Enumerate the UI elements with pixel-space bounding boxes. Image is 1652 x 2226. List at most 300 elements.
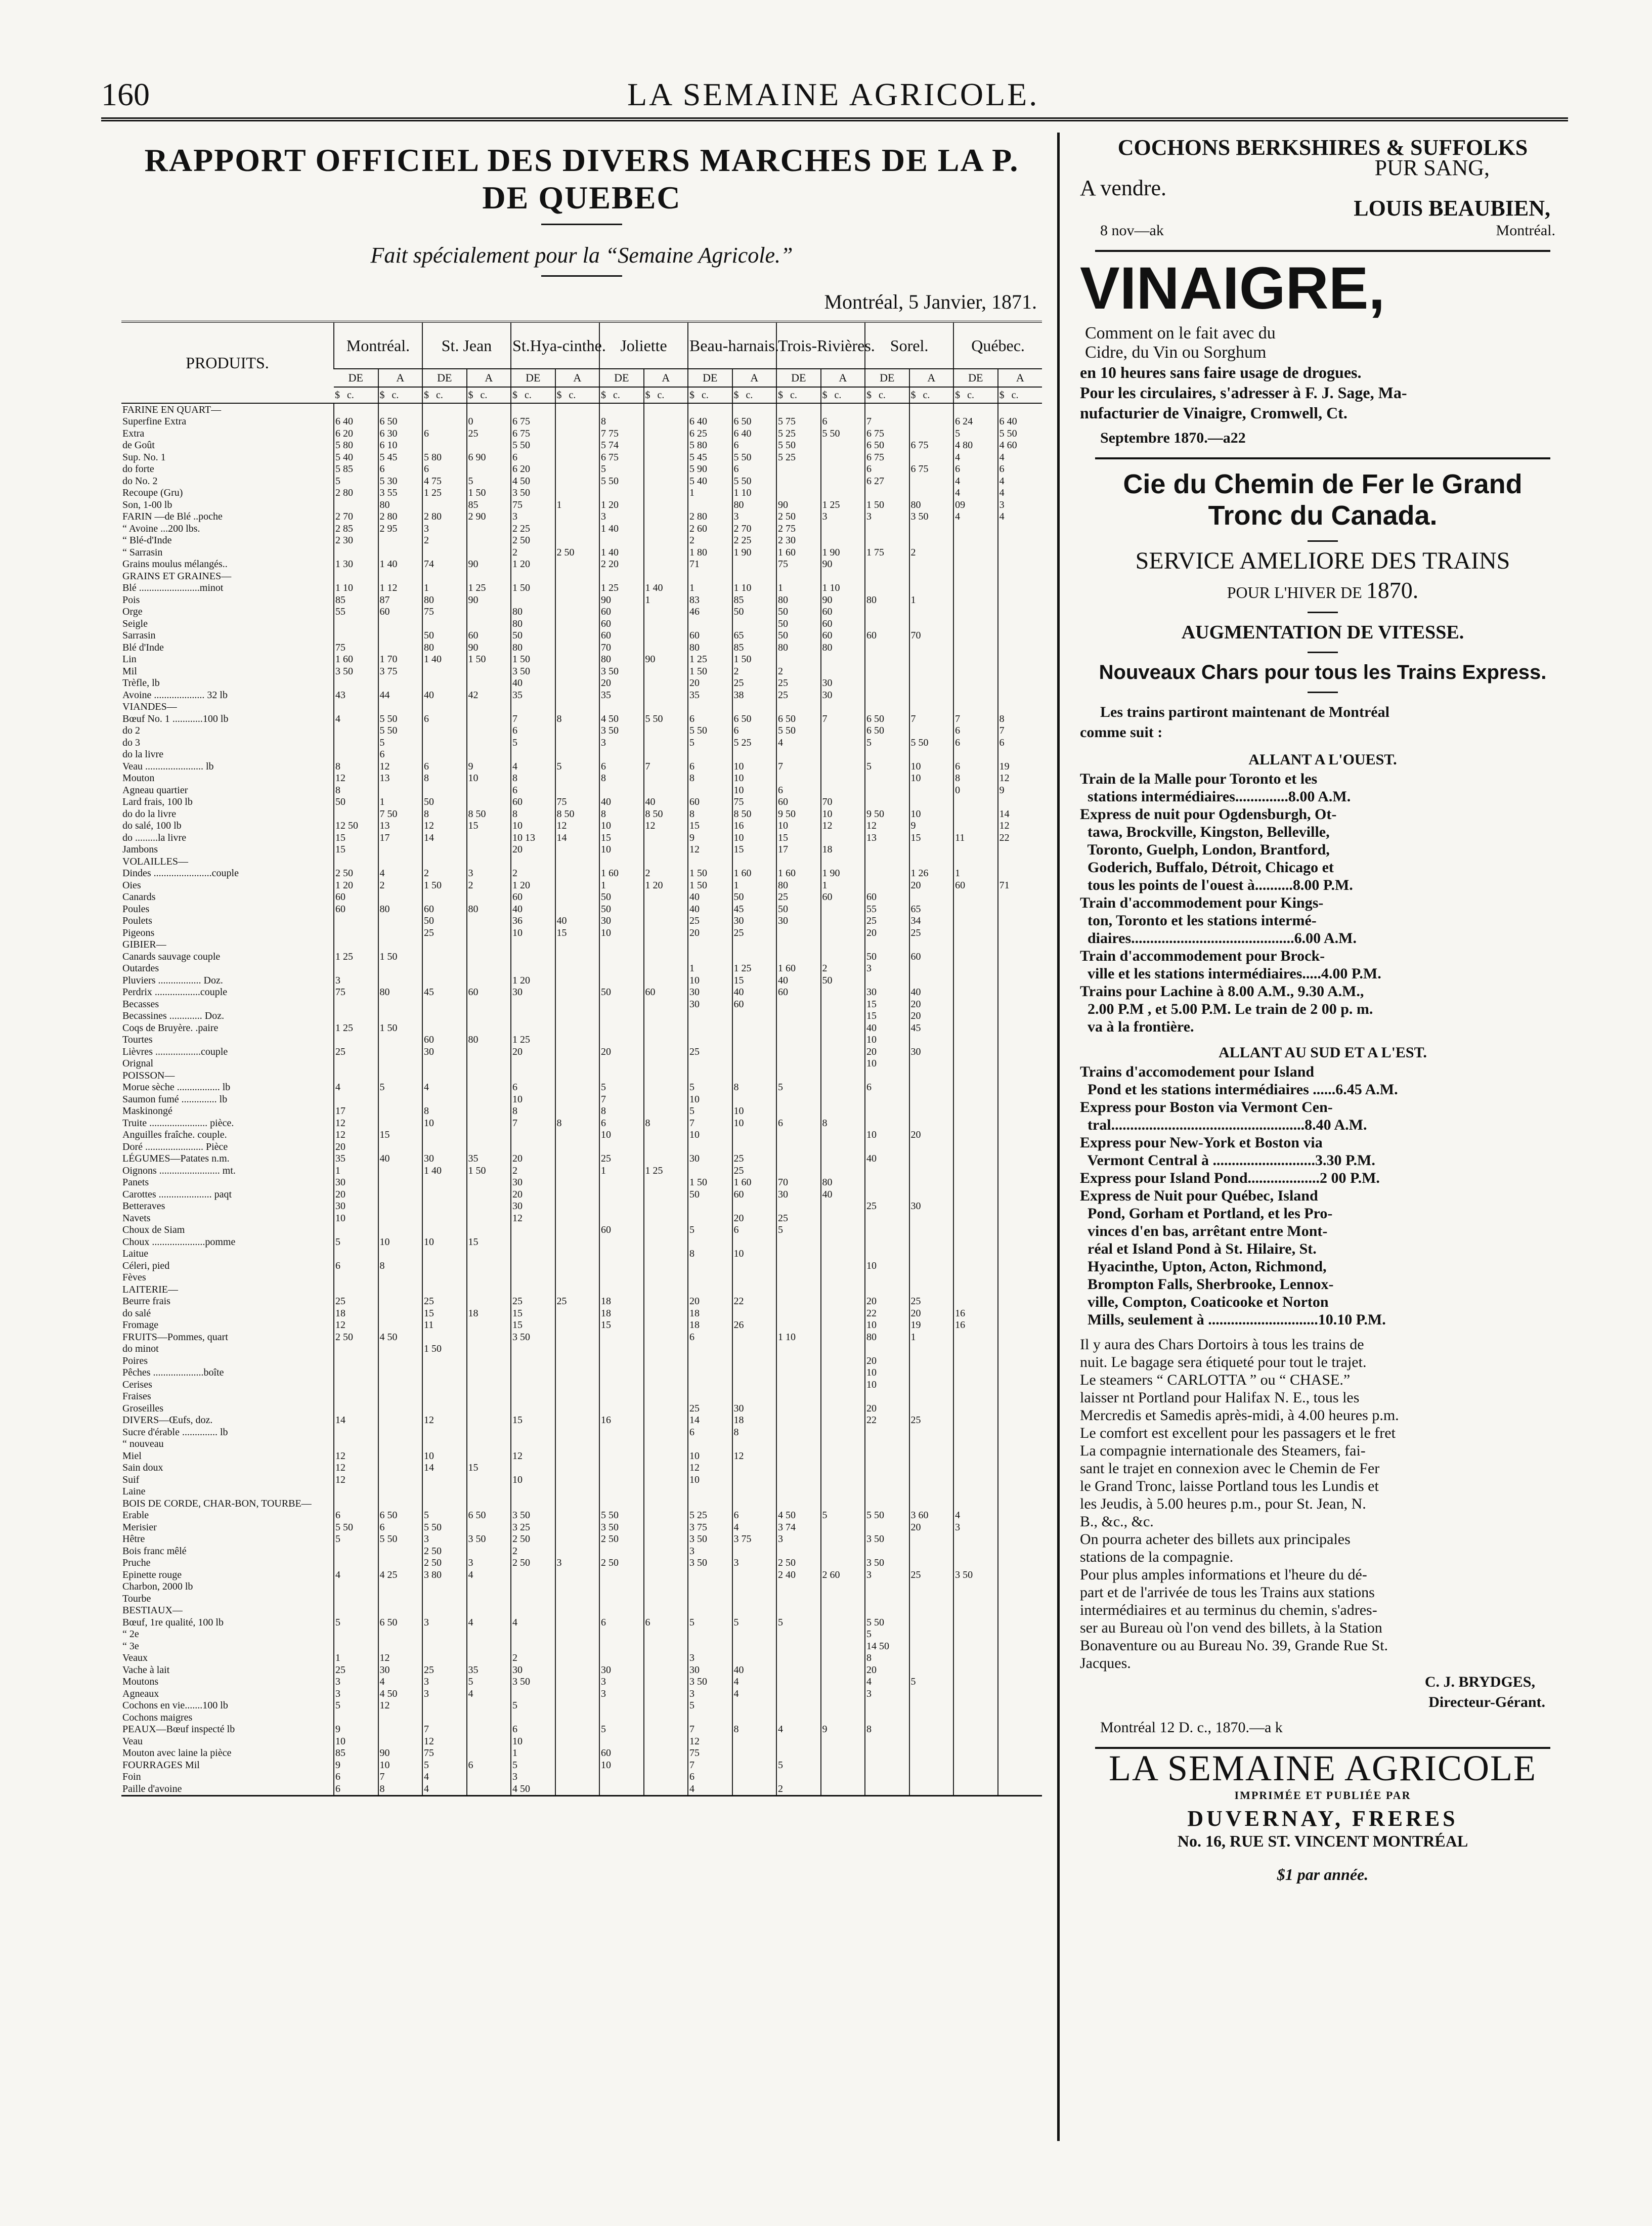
price-cell: 2 — [776, 1783, 821, 1795]
a-header: A — [909, 369, 954, 387]
price-cell — [555, 855, 600, 868]
price-cell — [776, 1391, 821, 1403]
price-cell — [555, 1177, 600, 1189]
price-cell: 25 — [909, 927, 954, 939]
price-cell: 6 — [732, 1224, 777, 1236]
product-name: do salé, 100 lb — [122, 820, 182, 832]
unit-dollar: $ — [512, 390, 518, 401]
price-cell: 4 50 — [511, 1783, 555, 1795]
price-cell: 6 — [865, 1082, 909, 1094]
price-cell: 8 50 — [555, 808, 600, 820]
price-cell — [467, 939, 511, 951]
table-row — [121, 654, 1042, 666]
price-cell: 5 — [334, 1533, 378, 1546]
price-cell — [555, 427, 600, 440]
price-cell — [644, 1438, 688, 1450]
price-cell — [998, 1545, 1042, 1557]
price-cell — [688, 1212, 732, 1224]
price-cell: 25 — [555, 1296, 600, 1308]
price-cell: 9 — [998, 784, 1042, 796]
product-name: Erable — [122, 1510, 149, 1521]
price-cell: 6 — [334, 1260, 378, 1272]
price-cell — [555, 1640, 600, 1652]
table-row — [121, 487, 1042, 499]
price-cell: 30 — [776, 915, 821, 927]
product-name: Sain doux — [122, 1462, 163, 1474]
price-cell — [953, 1391, 998, 1403]
text-line: tous les points de l'ouest à..........8.00 P.M. — [1080, 877, 1353, 893]
price-cell — [953, 1046, 998, 1058]
text-line: Express pour New-York et Boston via — [1080, 1134, 1323, 1151]
text-line: Hyacinthe, Upton, Acton, Richmond, — [1080, 1258, 1327, 1275]
price-cell — [511, 701, 555, 713]
table-row — [121, 403, 1042, 416]
price-cell — [555, 1283, 600, 1296]
price-cell — [821, 760, 865, 773]
price-cell: 60 — [599, 630, 644, 642]
price-cell — [555, 1629, 600, 1641]
price-cell — [909, 1082, 954, 1094]
price-cell — [688, 403, 732, 416]
price-cell — [599, 1462, 644, 1474]
price-cell — [599, 1188, 644, 1201]
price-cell — [334, 1379, 378, 1391]
price-cell — [422, 951, 467, 963]
price-cell: 25 — [909, 1415, 954, 1427]
price-cell — [865, 1224, 909, 1236]
price-cell: 30 — [688, 998, 732, 1010]
text-line: Jacques. — [1080, 1655, 1131, 1672]
price-cell: 3 75 — [732, 1533, 777, 1546]
price-cell — [688, 1343, 732, 1355]
product-name: Tourtes — [122, 1034, 153, 1046]
product-name: Epinette rouge — [122, 1569, 182, 1580]
price-cell — [953, 1117, 998, 1129]
price-cell — [555, 725, 600, 737]
price-cell: 5 — [599, 463, 644, 476]
price-cell — [776, 1676, 821, 1688]
price-cell: 1 60 — [776, 868, 821, 880]
market-trois-rivieres: Trois-Rivières. — [776, 322, 865, 369]
price-cell — [865, 1783, 909, 1795]
text-line: sant le trajet en connexion avec le Chemin de Fer — [1080, 1460, 1380, 1477]
price-cell — [953, 1093, 998, 1105]
price-cell: 3 50 — [599, 665, 644, 677]
product-name: DIVERS—Œufs, doz. — [122, 1415, 213, 1426]
price-cell: 40 — [821, 1188, 865, 1201]
price-cell — [909, 1605, 954, 1617]
price-cell: 4 — [511, 1616, 555, 1629]
table-row — [121, 1438, 1042, 1450]
price-cell — [644, 1652, 688, 1664]
price-cell — [599, 1629, 644, 1641]
price-cell — [599, 403, 644, 416]
price-cell — [998, 1153, 1042, 1165]
unit-dollar: $ — [910, 390, 916, 401]
price-cell — [644, 1593, 688, 1605]
product-name: Céleri, pied — [122, 1260, 170, 1271]
price-cell — [378, 1093, 423, 1105]
text-line: laisser nt Portland pour Halifax N. E., tous les — [1080, 1389, 1360, 1406]
price-cell: 10 — [599, 820, 644, 832]
price-cell: 5 40 — [688, 475, 732, 487]
price-cell: 20 — [909, 998, 954, 1010]
price-cell: 20 — [865, 1664, 909, 1676]
table-row — [121, 820, 1042, 832]
price-cell: 6 — [511, 1082, 555, 1094]
price-cell: 8 — [599, 416, 644, 428]
price-cell: 7 — [909, 713, 954, 725]
product-name: Perdrix ..................couple — [122, 987, 228, 998]
price-cell: 10 — [511, 820, 555, 832]
price-cell — [378, 1224, 423, 1236]
price-cell: 8 — [334, 760, 378, 773]
price-cell — [865, 1735, 909, 1747]
price-cell — [953, 1010, 998, 1022]
table-row — [121, 1735, 1042, 1747]
price-cell: 1 50 — [688, 665, 732, 677]
running-title: LA SEMAINE AGRICOLE. — [627, 76, 1039, 112]
price-cell: 25 — [422, 927, 467, 939]
price-cell: 0 — [953, 784, 998, 796]
price-cell — [378, 1379, 423, 1391]
price-cell: 50 — [776, 606, 821, 618]
price-cell — [998, 855, 1042, 868]
price-cell — [644, 951, 688, 963]
price-cell — [865, 855, 909, 868]
table-row — [121, 1711, 1042, 1724]
price-cell: 10 — [732, 773, 777, 785]
table-row — [121, 1260, 1042, 1272]
price-cell — [555, 403, 600, 416]
price-cell: 71 — [998, 879, 1042, 891]
price-cell — [998, 1093, 1042, 1105]
price-cell: 75 — [555, 796, 600, 808]
price-cell — [511, 1497, 555, 1510]
price-cell: 12 — [511, 1450, 555, 1462]
price-cell: 45 — [909, 1022, 954, 1034]
price-cell — [467, 1319, 511, 1332]
price-cell — [998, 1296, 1042, 1308]
product-name: Dindes .......................couple — [122, 868, 239, 879]
price-cell — [467, 1379, 511, 1391]
price-cell: 3 — [599, 1688, 644, 1700]
de-header: DE — [776, 369, 821, 387]
price-cell: 7 75 — [599, 427, 644, 440]
table-row — [121, 760, 1042, 773]
price-cell — [909, 606, 954, 618]
price-cell: 2 — [422, 535, 467, 547]
price-cell: 12 — [688, 1462, 732, 1474]
price-cell: 60 — [688, 796, 732, 808]
price-cell — [865, 1141, 909, 1153]
price-cell — [865, 654, 909, 666]
price-cell — [378, 927, 423, 939]
price-cell — [555, 1046, 600, 1058]
price-cell — [998, 1569, 1042, 1581]
price-cell — [644, 773, 688, 785]
price-cell — [865, 559, 909, 571]
railway-ad — [1080, 468, 1566, 1738]
price-cell: 50 — [599, 903, 644, 915]
price-cell — [422, 1260, 467, 1272]
price-cell: 7 — [511, 1117, 555, 1129]
price-cell — [555, 1533, 600, 1546]
price-cell — [644, 546, 688, 559]
product-name: Blé d'Inde — [122, 641, 164, 653]
price-cell: 1 50 — [378, 951, 423, 963]
price-cell — [865, 1283, 909, 1296]
price-cell: 3 — [688, 1688, 732, 1700]
price-cell: 1 40 — [378, 559, 423, 571]
price-cell — [334, 1486, 378, 1498]
price-cell — [821, 1652, 865, 1664]
price-cell — [776, 1652, 821, 1664]
price-cell: 9 50 — [776, 808, 821, 820]
price-cell: 30 — [378, 1664, 423, 1676]
price-cell — [953, 559, 998, 571]
price-cell: 2 50 — [511, 1533, 555, 1546]
price-cell — [998, 1510, 1042, 1522]
price-cell — [732, 1129, 777, 1141]
price-cell: 80 — [865, 1331, 909, 1343]
price-cell — [422, 963, 467, 975]
price-cell — [953, 1129, 998, 1141]
price-cell: 10 — [909, 808, 954, 820]
price-cell — [599, 749, 644, 761]
price-cell: 12 — [555, 820, 600, 832]
price-cell: 1 40 — [599, 546, 644, 559]
price-cell — [776, 1545, 821, 1557]
price-cell: 16 — [599, 1415, 644, 1427]
price-cell: 5 50 — [821, 427, 865, 440]
price-cell — [378, 1557, 423, 1569]
table-row — [121, 1759, 1042, 1771]
price-cell — [511, 1283, 555, 1296]
price-cell: 90 — [821, 594, 865, 606]
price-cell — [555, 1307, 600, 1319]
price-cell — [776, 701, 821, 713]
price-cell: 10 — [422, 1236, 467, 1248]
price-cell — [953, 1248, 998, 1260]
table-row — [121, 1652, 1042, 1664]
price-cell — [909, 891, 954, 904]
price-cell: 10 — [865, 1034, 909, 1046]
price-cell: 5 — [865, 760, 909, 773]
price-cell: 1 20 — [511, 879, 555, 891]
price-cell: 1 50 — [378, 1022, 423, 1034]
price-cell — [821, 1283, 865, 1296]
price-cell: 4 — [953, 487, 998, 499]
price-cell — [865, 1605, 909, 1617]
price-cell — [511, 963, 555, 975]
price-cell — [422, 618, 467, 630]
price-cell: 5 50 — [599, 475, 644, 487]
table-row — [121, 665, 1042, 677]
price-cell: 3 75 — [688, 1521, 732, 1533]
price-cell — [821, 1272, 865, 1284]
price-cell — [953, 1771, 998, 1783]
product-name: Poulets — [122, 915, 152, 927]
price-cell: 25 — [865, 915, 909, 927]
price-cell: 70 — [909, 630, 954, 642]
price-cell — [909, 1224, 954, 1236]
unit-dollar: $ — [645, 390, 650, 401]
price-cell — [599, 1022, 644, 1034]
price-cell: 16 — [953, 1319, 998, 1332]
price-cell — [467, 1177, 511, 1189]
price-cell — [644, 1034, 688, 1046]
price-cell — [511, 1367, 555, 1379]
price-cell: 60 — [821, 618, 865, 630]
price-cell: 10 — [599, 1129, 644, 1141]
price-cell — [467, 1355, 511, 1367]
price-cell — [378, 1319, 423, 1332]
price-cell — [776, 1272, 821, 1284]
price-cell — [644, 1022, 688, 1034]
price-cell — [998, 1391, 1042, 1403]
railway-notes — [1080, 1336, 1566, 1672]
price-cell — [821, 1069, 865, 1082]
price-cell: 25 — [776, 891, 821, 904]
price-cell: 1 — [821, 879, 865, 891]
price-cell — [732, 1771, 777, 1783]
price-cell — [732, 855, 777, 868]
price-cell — [776, 1664, 821, 1676]
market-st-jean: St. Jean — [422, 322, 511, 369]
table-row — [121, 1224, 1042, 1236]
price-cell — [644, 1058, 688, 1070]
price-cell — [467, 440, 511, 452]
unit-cent: c. — [525, 390, 532, 401]
price-cell — [688, 1379, 732, 1391]
price-cell: 15 — [422, 1307, 467, 1319]
product-name: Poules — [122, 903, 150, 915]
price-cell — [732, 1640, 777, 1652]
price-cell: 1 10 — [821, 582, 865, 594]
table-row — [121, 1188, 1042, 1201]
price-cell: 10 — [378, 1236, 423, 1248]
price-cell: 12 — [644, 820, 688, 832]
price-cell — [467, 951, 511, 963]
price-cell — [378, 1343, 423, 1355]
price-cell — [422, 546, 467, 559]
price-cell: 25 — [732, 1165, 777, 1177]
price-cell — [821, 1319, 865, 1332]
price-cell: 12 — [334, 1319, 378, 1332]
product-name: Cochons en vie.......100 lb — [122, 1700, 228, 1711]
price-cell: 6 — [776, 1117, 821, 1129]
price-cell — [821, 1688, 865, 1700]
price-cell: 25 — [688, 1046, 732, 1058]
price-cell: 1 20 — [511, 559, 555, 571]
price-cell — [467, 403, 511, 416]
price-cell — [953, 582, 998, 594]
price-cell: 1 — [334, 1165, 378, 1177]
table-row — [121, 1034, 1042, 1046]
price-cell — [953, 546, 998, 559]
price-cell — [821, 1402, 865, 1415]
price-cell — [422, 1438, 467, 1450]
price-cell: 5 — [688, 1105, 732, 1118]
price-cell — [998, 1355, 1042, 1367]
price-cell — [865, 1486, 909, 1498]
title-rule — [541, 224, 622, 225]
table-row — [121, 1783, 1042, 1795]
price-cell — [821, 927, 865, 939]
price-cell: 80 — [378, 903, 423, 915]
price-cell — [555, 1569, 600, 1581]
price-cell: 1 25 — [732, 963, 777, 975]
price-cell — [644, 475, 688, 487]
price-cell — [378, 630, 423, 642]
price-cell: 3 — [599, 1676, 644, 1688]
price-cell: 80 — [511, 618, 555, 630]
price-cell — [644, 974, 688, 987]
price-cell — [998, 1711, 1042, 1724]
price-cell: 1 — [555, 499, 600, 511]
price-cell: 12 — [378, 1700, 423, 1712]
unit-header — [334, 387, 378, 403]
price-cell — [776, 939, 821, 951]
price-cell — [865, 1177, 909, 1189]
price-cell — [953, 808, 998, 820]
product-name: Carottes ..................... paqt — [122, 1188, 232, 1200]
price-cell — [821, 737, 865, 749]
price-cell — [865, 701, 909, 713]
price-cell — [467, 1581, 511, 1593]
price-cell: 3 50 — [599, 725, 644, 737]
price-cell: 6 — [732, 463, 777, 476]
product-name: do minot — [122, 1343, 159, 1355]
price-cell — [953, 939, 998, 951]
price-cell — [821, 1700, 865, 1712]
price-cell — [555, 1260, 600, 1272]
price-cell — [821, 1082, 865, 1094]
price-cell: 6 75 — [865, 451, 909, 463]
price-cell — [776, 855, 821, 868]
table-row — [121, 1129, 1042, 1141]
price-cell — [467, 1438, 511, 1450]
price-cell — [555, 1426, 600, 1438]
price-cell: 25 — [422, 1296, 467, 1308]
price-cell — [821, 1497, 865, 1510]
price-cell — [644, 701, 688, 713]
product-name: Trèfle, lb — [122, 677, 160, 689]
price-cell — [776, 1069, 821, 1082]
price-cell: 7 — [378, 1771, 423, 1783]
product-name: Hêtre — [122, 1533, 145, 1545]
price-cell: 4 — [953, 511, 998, 523]
price-cell: 12 — [334, 1474, 378, 1486]
price-cell: 30 — [334, 1177, 378, 1189]
price-cell: 19 — [909, 1319, 954, 1332]
price-cell — [334, 1557, 378, 1569]
product-name: Anguilles fraîche. couple. — [122, 1129, 227, 1141]
product-name: Truite ....................... pièce. — [122, 1117, 234, 1129]
price-cell: 1 10 — [732, 582, 777, 594]
price-cell — [909, 1474, 954, 1486]
price-cell — [865, 1771, 909, 1783]
price-cell — [821, 1747, 865, 1760]
price-cell: 7 — [599, 1093, 644, 1105]
price-cell: 4 — [998, 511, 1042, 523]
railway-signature: C. J. BRYDGES, — [1424, 1674, 1535, 1690]
price-cell — [998, 570, 1042, 582]
price-cell — [909, 559, 954, 571]
price-cell: 1 50 — [467, 487, 511, 499]
price-cell: 1 — [511, 1747, 555, 1760]
